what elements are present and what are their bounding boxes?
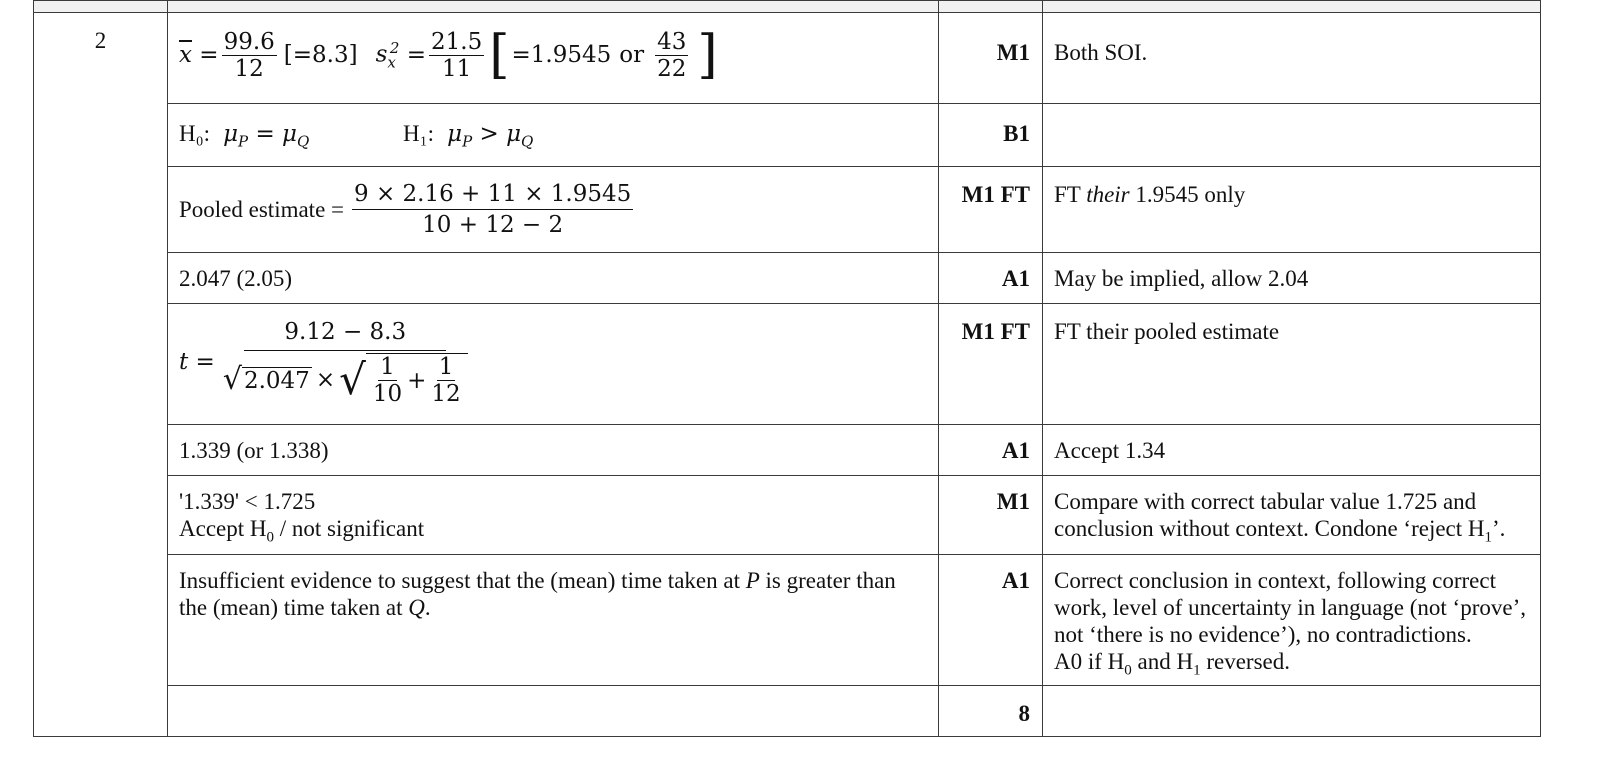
s2-fraction (429, 29, 484, 82)
accept-text: Accept H (179, 516, 267, 541)
guidance (1043, 476, 1541, 555)
guidance: Accept 1.34 (1043, 425, 1541, 476)
guidance-emphasis: their (1086, 182, 1130, 207)
s2-numerator: 21.5 (431, 29, 483, 55)
frac-numerator: 1 (438, 354, 454, 380)
guidance (1043, 104, 1541, 167)
header-cell (939, 1, 1043, 13)
frac-denominator: 12 (431, 381, 461, 407)
h1-label: H₁: (403, 121, 435, 146)
frac-1-12 (429, 354, 462, 407)
pooled-numerator: 9 × 2.16 + 11 × 1.9545 (352, 179, 633, 210)
guidance-text-rest: ’. (1492, 516, 1506, 541)
s2-value: =1.9545 (511, 42, 612, 68)
h1-expression: $\mu_P > \mu_Q$ (439, 121, 534, 151)
alt-fraction (655, 29, 688, 82)
h0-expression: $\mu_P = \mu_Q$ (215, 121, 310, 151)
conclusion-text: Insufficient evidence to suggest that the (mean) time taken at (179, 568, 746, 593)
accept-line (179, 515, 927, 552)
frac-numerator: 1 (380, 354, 395, 380)
comparison-line: '1.339' < 1.725 (179, 489, 316, 514)
subscript: 0 (266, 529, 274, 546)
working-pooled-value: 2.047 (2.05) (168, 253, 939, 304)
working-conclusion (168, 555, 939, 686)
working-t-value: 1.339 (or 1.338) (168, 425, 939, 476)
s2-denominator: 11 (441, 56, 472, 82)
xbar-denominator: 12 (234, 56, 264, 82)
guidance-text: conclusion without context. Condone ‘reject H (1054, 516, 1485, 541)
table-row (34, 304, 1541, 425)
frac-denominator: 10 (372, 381, 403, 407)
header-cell (168, 1, 939, 13)
working-pooled (168, 167, 939, 253)
variable-q: Q (408, 595, 425, 620)
guidance: May be implied, allow 2.04 (1043, 253, 1541, 304)
sqrt-a: 2.047 (243, 367, 310, 394)
subscript: 0 (1124, 662, 1132, 679)
guidance-line: Compare with correct tabular value 1.725 and (1054, 489, 1477, 514)
table-row (34, 253, 1541, 304)
xbar-symbol: $\overline{x}$ (179, 42, 192, 68)
guidance-text: and H (1131, 649, 1194, 674)
t-numerator: 9.12 − 8.3 (244, 318, 446, 351)
plus-sign: + (407, 367, 427, 394)
sqrt-b (366, 353, 468, 407)
guidance-suffix: 1.9545 only (1135, 182, 1246, 207)
working-comparison (168, 476, 939, 555)
guidance: Both SOI. (1043, 13, 1541, 104)
alt-numerator: 43 (657, 29, 687, 55)
subscript: 1 (1193, 662, 1201, 679)
guidance (1043, 167, 1541, 253)
table-row (34, 425, 1541, 476)
pooled-label: Pooled estimate = (179, 197, 344, 222)
working-means: $\overline{x}$ = $\frac{99.6}{12}$ [=8.3] $s_x^2$ = $\frac{21.5}{11}$ [ =1.9545 or $\frac{43}{22}$ ] (168, 13, 939, 104)
mark: A1 (939, 253, 1043, 304)
mark: M1 (939, 13, 1043, 104)
table-row (34, 476, 1541, 555)
xbar-value: [=8.3] (283, 42, 358, 68)
xbar-numerator: 99.6 (223, 29, 275, 55)
s-symbol: $s_x^2$ (375, 38, 400, 72)
accept-text-rest: / not significant (274, 516, 425, 541)
t-fraction (221, 318, 470, 407)
conclusion-text: is greater than the (mean) time taken at (179, 568, 896, 620)
t-denominator (221, 351, 470, 407)
mark: M1 FT (939, 304, 1043, 425)
variable-p: P (745, 568, 760, 593)
mark: M1 FT (939, 167, 1043, 253)
header-row (34, 1, 1541, 13)
pooled-fraction (352, 179, 633, 240)
guidance-line: work, level of uncertainty in language (not ‘prove’, (1054, 595, 1526, 620)
header-cell (34, 1, 168, 13)
conclusion-text: . (424, 595, 431, 620)
h0-label: H₀: (179, 121, 211, 146)
mark: A1 (939, 555, 1043, 686)
mark: M1 (939, 476, 1043, 555)
total-row (34, 686, 1541, 737)
sqrt-icon: √ (339, 355, 366, 404)
table-row (34, 555, 1541, 686)
times-sign: × (315, 367, 336, 393)
guidance-line (1054, 515, 1530, 552)
subscript: 1 (1484, 529, 1493, 546)
guidance-line: Correct conclusion in context, following correct (1054, 568, 1496, 593)
table-row (34, 167, 1541, 253)
working-empty (168, 686, 939, 737)
working-hypotheses (168, 104, 939, 167)
table-row (34, 104, 1541, 167)
alt-denominator: 22 (657, 56, 687, 82)
sqrt-icon: √ (222, 362, 242, 397)
or-word: or (619, 42, 645, 68)
guidance-text: A0 if H (1054, 649, 1125, 674)
table-row (34, 13, 1541, 104)
t-label: t = (179, 349, 215, 375)
guidance-prefix: FT (1054, 182, 1081, 207)
pooled-denominator: 10 + 12 − 2 (422, 212, 564, 238)
guidance-text: reversed. (1200, 649, 1291, 674)
question-number: 2 (34, 13, 168, 737)
header-cell (1043, 1, 1541, 13)
mark: A1 (939, 425, 1043, 476)
frac-1-10 (371, 354, 404, 407)
xbar-fraction (222, 29, 277, 82)
guidance (1043, 555, 1541, 686)
close-bracket: ] (697, 25, 718, 85)
open-bracket: [ (489, 25, 510, 85)
guidance-empty (1043, 686, 1541, 737)
mark-scheme-table (33, 0, 1541, 737)
mark: B1 (939, 104, 1043, 167)
guidance-line: not ‘there is no evidence’), no contradictions. (1054, 622, 1472, 647)
total-marks: 8 (939, 686, 1043, 737)
working-t-statistic (168, 304, 939, 425)
guidance-line (1054, 648, 1530, 685)
guidance: FT their pooled estimate (1043, 304, 1541, 425)
